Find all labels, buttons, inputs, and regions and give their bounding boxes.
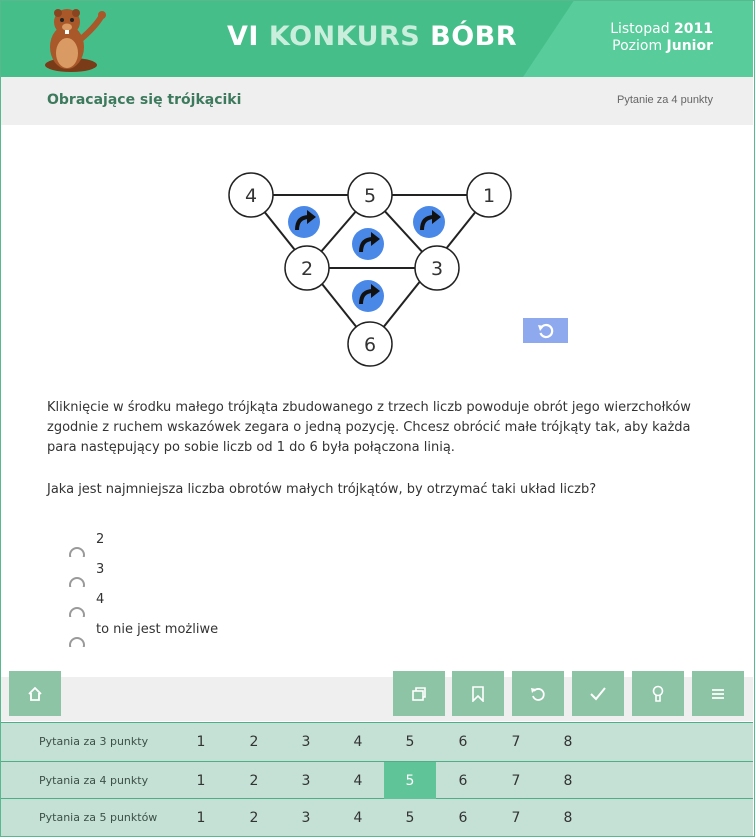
answer-list [68,530,368,650]
contest-level [610,38,713,55]
level-prefix: Poziom [612,38,663,54]
radio-icon[interactable] [68,607,86,617]
nav-question-4-5-active[interactable]: 5 [384,762,436,799]
nav-row-4-points [1,761,753,799]
nav-row-label: Pytania za 3 punkty [39,735,149,748]
node-value: 6 [363,334,377,356]
node-value: 2 [300,258,314,280]
node-middle-right [415,246,459,290]
radio-icon[interactable] [68,637,86,647]
nav-question-5-6[interactable]: 6 [458,809,468,826]
nav-row-label: Pytania za 5 punktów [39,811,158,824]
confirm-button[interactable] [572,671,624,716]
question-prompt: Jaka jest najmniejsza liczba obrotów małych trójkątów, by otrzymać taki układ liczb? [47,482,597,497]
home-button[interactable] [9,671,61,716]
node-top-right [467,173,511,217]
answer-option-1[interactable] [68,530,368,560]
nav-question-5-2[interactable]: 2 [249,809,259,826]
nav-question-4-1[interactable]: 1 [196,772,206,789]
answer-label: 4 [96,592,105,607]
nav-question-4-3[interactable]: 3 [301,772,311,789]
question-navigation [1,722,753,836]
node-top-left [229,173,273,217]
nav-question-5-8[interactable]: 8 [563,809,573,826]
undo-button[interactable] [512,671,564,716]
triangle-puzzle [226,170,516,370]
answer-option-2[interactable] [68,560,368,590]
rotate-triangle-right-button[interactable] [413,206,445,238]
node-value: 3 [430,258,444,280]
menu-button[interactable] [692,671,744,716]
nav-question-4-7[interactable]: 7 [511,772,521,789]
title-part2: KONKURS [268,21,421,52]
nav-question-3-6[interactable]: 6 [458,733,468,750]
node-top-middle [348,173,392,217]
nav-question-4-2[interactable]: 2 [249,772,259,789]
title-part1: VI [227,21,259,52]
nav-row-5-points [1,799,753,837]
reset-icon [537,322,555,340]
nav-question-4-4[interactable]: 4 [353,772,363,789]
reset-puzzle-button[interactable] [523,318,568,343]
undo-icon [530,686,546,702]
answer-label: 2 [96,532,105,547]
nav-row-3-points [1,723,753,761]
contest-meta [610,21,713,55]
node-middle-left [285,246,329,290]
menu-icon [710,687,726,701]
hint-button[interactable] [632,671,684,716]
level-name: Junior [666,38,713,54]
bookmark-button[interactable] [452,671,504,716]
rotate-triangle-left-button[interactable] [288,206,320,238]
question-description: Kliknięcie w środku małego trójkąta zbudowanego z trzech liczb powoduje obrót jego wierzchołków zgodnie z ruchem wskazówek zegara o jedną pozycję. Chcesz obrócić małe trójkąty tak, aby każda para następujący po sobie liczb od 1 do 6 była połączona linią. [47,400,691,455]
nav-question-5-1[interactable]: 1 [196,809,206,826]
date-year: 2011 [674,21,713,37]
nav-question-4-8[interactable]: 8 [563,772,573,789]
answer-label: to nie jest możliwe [96,622,219,637]
nav-question-3-8[interactable]: 8 [563,733,573,750]
contest-date [610,21,713,38]
nav-question-5-7[interactable]: 7 [511,809,521,826]
home-icon [27,686,43,702]
nav-question-3-2[interactable]: 2 [249,733,259,750]
task-bar [1,77,753,125]
node-value: 5 [363,185,377,207]
nav-question-5-4[interactable]: 4 [353,809,363,826]
nav-question-3-1[interactable]: 1 [196,733,206,750]
nav-row-label: Pytania za 4 punkty [39,774,149,787]
bookmark-icon [471,686,485,702]
date-prefix: Listopad [610,21,670,37]
windows-icon [411,686,427,702]
answer-option-3[interactable] [68,590,368,620]
beaver-logo-icon [37,3,117,75]
rotate-triangle-center-button[interactable] [352,228,384,260]
task-points: Pytanie za 4 punkty [616,94,713,106]
nav-question-3-3[interactable]: 3 [301,733,311,750]
nav-question-5-5[interactable]: 5 [405,809,415,826]
header [1,1,753,77]
nav-question-3-5[interactable]: 5 [405,733,415,750]
answer-label: 3 [96,562,105,577]
nav-question-3-7[interactable]: 7 [511,733,521,750]
nav-question-5-3[interactable]: 3 [301,809,311,826]
title-part3: BÓBR [430,21,518,52]
node-value: 1 [482,185,496,207]
nav-question-3-4[interactable]: 4 [353,733,363,750]
contest-title [227,21,517,52]
node-bottom [348,322,392,366]
check-icon [589,686,607,702]
rotate-triangle-bottom-button[interactable] [352,280,384,312]
task-title: Obracające się trójkąciki [47,92,242,108]
node-value: 4 [244,185,258,207]
windows-button[interactable] [393,671,445,716]
radio-icon[interactable] [68,577,86,587]
nav-question-4-6[interactable]: 6 [458,772,468,789]
answer-option-4[interactable] [68,620,368,650]
hint-icon [651,685,665,703]
radio-icon[interactable] [68,547,86,557]
